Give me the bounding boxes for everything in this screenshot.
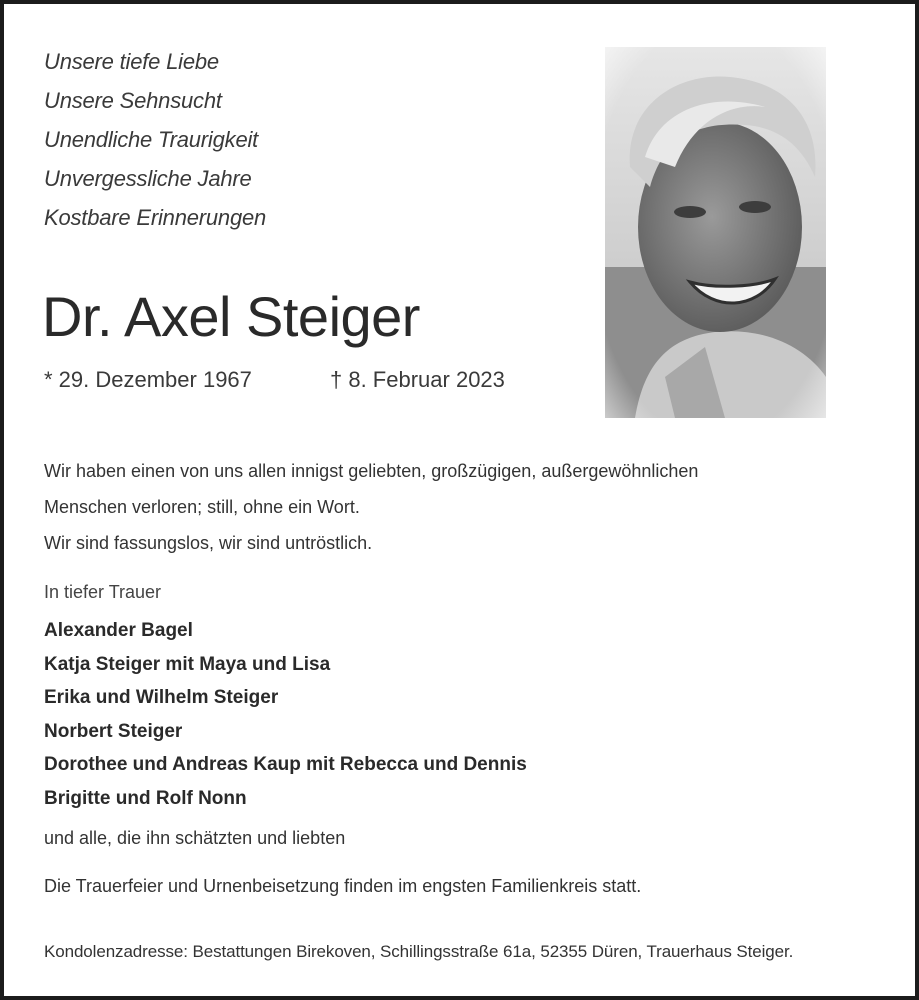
condolence-message <box>44 453 804 561</box>
mourning-intro: In tiefer Trauer <box>44 582 162 602</box>
portrait-illustration <box>605 47 826 418</box>
life-dates <box>44 367 505 393</box>
verse-line: Unendliche Traurigkeit <box>44 127 259 152</box>
verse-line: Unvergessliche Jahre <box>44 166 252 191</box>
mourner-name: Alexander Bagel <box>44 620 193 641</box>
message-line: Menschen verloren; still, ohne ein Wort. <box>44 497 360 517</box>
condolence-address: Kondolenzadresse: Bestattungen Birekoven, Schillingsstraße 61a, 52355 Düren, Trauerhaus Steiger. <box>44 942 794 961</box>
deceased-name: Dr. Axel Steiger <box>42 285 420 348</box>
also-mourning: und alle, die ihn schätzten und liebten <box>44 828 346 848</box>
mourner-name: Katja Steiger mit Maya und Lisa <box>44 653 331 675</box>
verse-line: Unsere Sehnsucht <box>44 88 222 113</box>
verse <box>44 42 266 237</box>
mourner-name: Brigitte und Rolf Nonn <box>44 787 247 809</box>
message-line: Wir sind fassungslos, wir sind untröstlich. <box>44 533 373 553</box>
verse-line: Kostbare Erinnerungen <box>44 205 267 230</box>
death-date: † 8. Februar 2023 <box>330 367 505 392</box>
birth-date: * 29. Dezember 1967 <box>44 367 252 392</box>
mourner-name: Norbert Steiger <box>44 720 183 742</box>
verse-line: Unsere tiefe Liebe <box>44 49 219 74</box>
mourners-list <box>44 614 527 815</box>
message-line: Wir haben einen von uns allen innigst geliebten, großzügigen, außergewöhnlichen <box>44 461 699 481</box>
mourner-name: Erika und Wilhelm Steiger <box>44 687 279 708</box>
mourner-name: Dorothee und Andreas Kaup mit Rebecca und Dennis <box>44 754 527 775</box>
portrait-photo <box>605 47 826 418</box>
service-note: Die Trauerfeier und Urnenbeisetzung finden im engsten Familienkreis statt. <box>44 876 642 896</box>
